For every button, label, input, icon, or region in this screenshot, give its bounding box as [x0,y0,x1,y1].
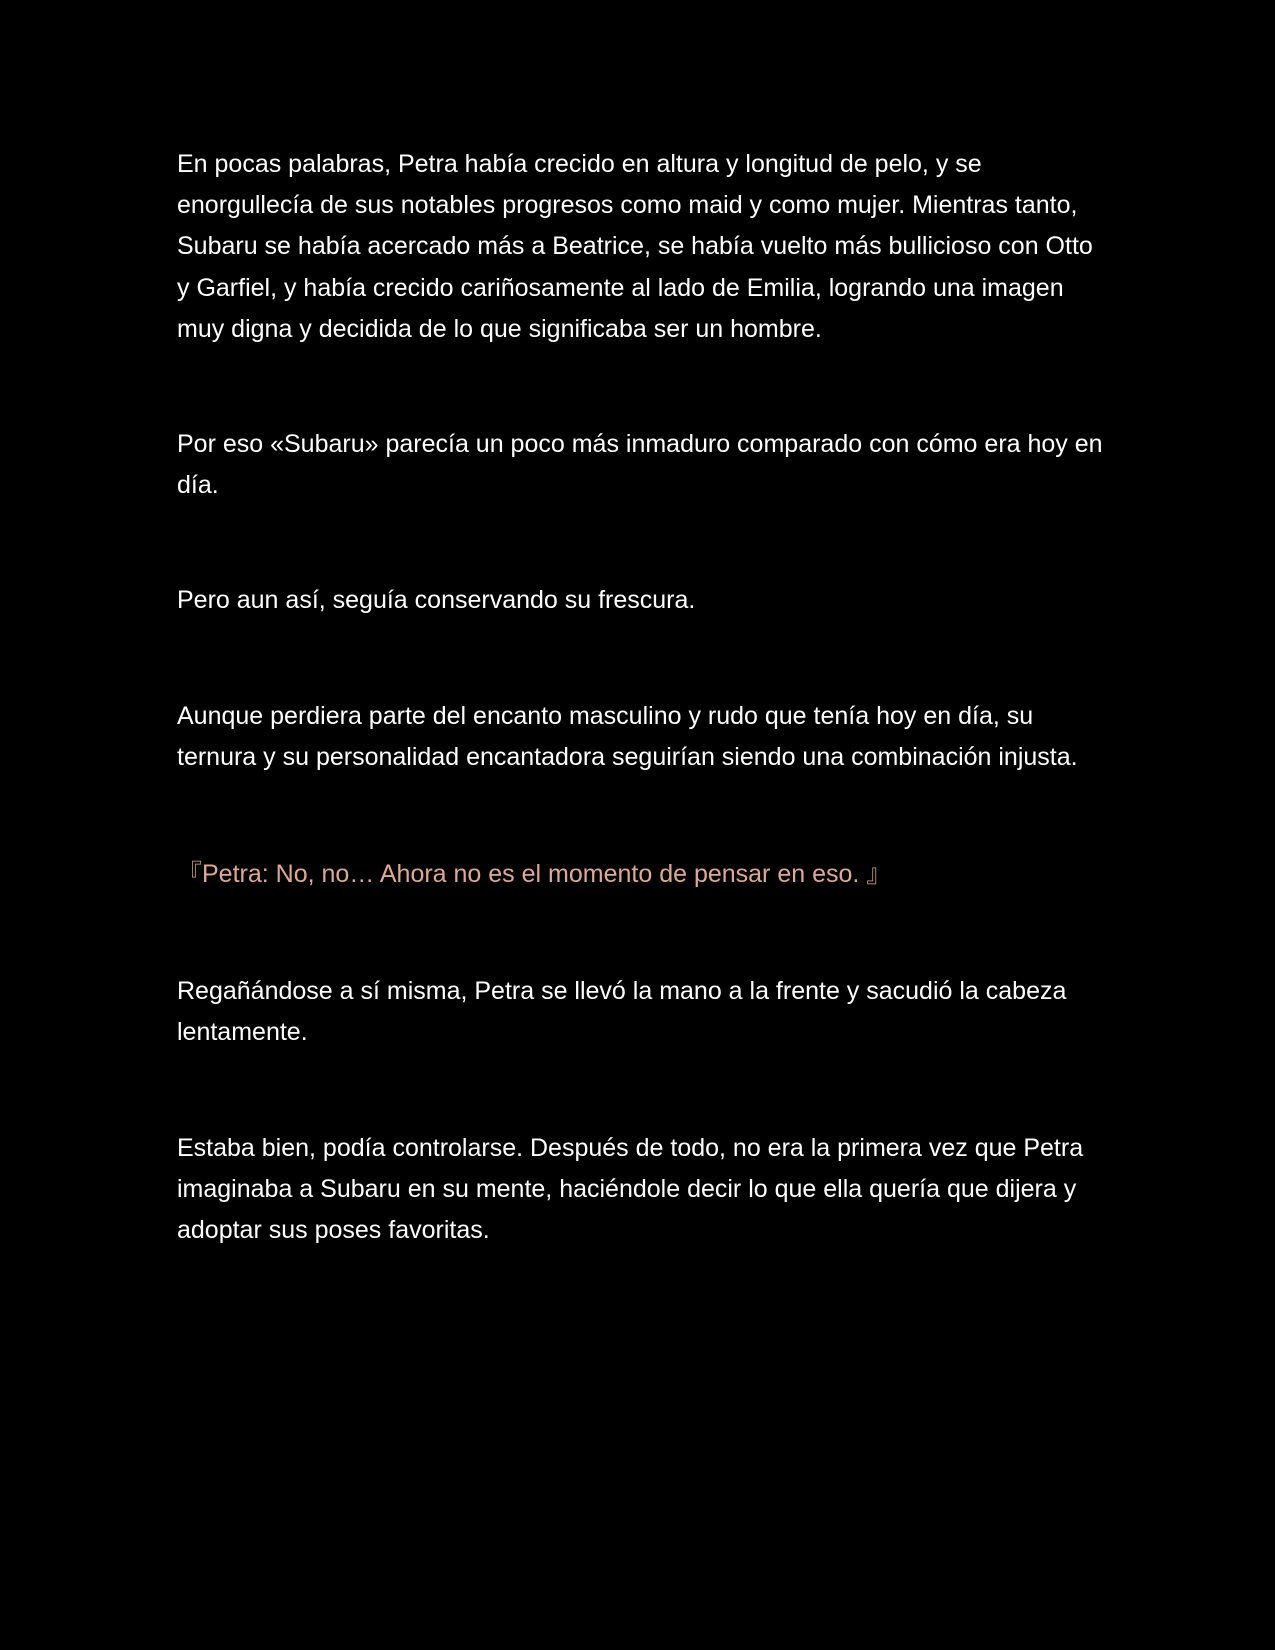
paragraph-3: Pero aun así, seguía conservando su frescura. [177,586,696,615]
paragraph-5: Regañándose a sí misma, Petra se llevó la mano a la frente y sacudió la cabeza lentamente. [177,977,1067,1047]
paragraph-2: Por eso «Subaru» parecía un poco más inmaduro comparado con cómo era hoy en día. [177,430,1103,500]
paragraph-4: Aunque perdiera parte del encanto masculino y rudo que tenía hoy en día, su ternura y su personalidad encantadora seguirían siendo una combinación injusta. [177,701,1078,771]
dialogue-line: 『Petra: No, no… Ahora no es el momento de pensar en eso. 』 [177,860,892,889]
paragraph-6: Estaba bien, podía controlarse. Después de todo, no era la primera vez que Petra imaginaba a Subaru en su mente, haciéndole decir lo que ella quería que dijera y adoptar sus poses favoritas. [177,1133,1084,1245]
document-page [177,144,1107,1251]
paragraph-1: En pocas palabras, Petra había crecido en altura y longitud de pelo, y se enorgullecía de sus notables progresos como maid y como mujer. Mientras tanto, Subaru se había acercado más a Beatrice, se había vuelto más bullicioso con Otto y Garfiel, y había crecido cariñosamente al lado de Emilia, logrando una imagen muy digna y decidida de lo que significaba ser un hombre. [177,150,1093,343]
